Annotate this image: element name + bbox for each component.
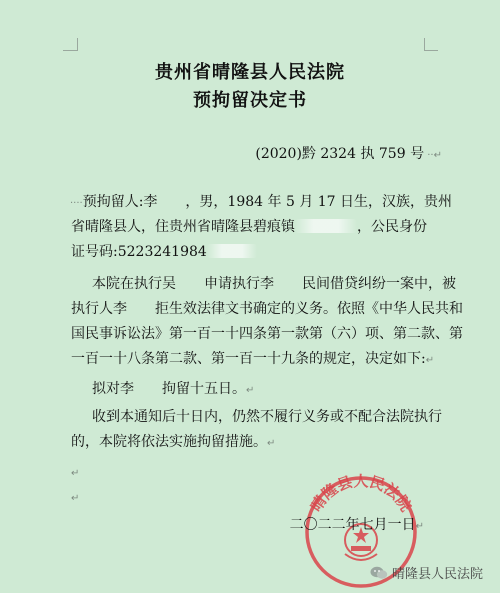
wechat-watermark (370, 563, 483, 582)
detainee-line-1 (70, 193, 452, 213)
detainee-line-2 (71, 218, 427, 236)
paragraph-mark: ↵ (71, 468, 80, 479)
paragraph-mark: ··↵ (424, 150, 442, 161)
body-p1-line-1: 本院在执行吴 申请执行李 民间借贷纠纷一案中，被 (92, 276, 456, 292)
decision-date-text: 二〇二二年七月一日 (289, 517, 416, 533)
redacted-address (295, 219, 357, 233)
body-p2-text: 拟对李 拘留十五日。 (92, 381, 246, 397)
paragraph-mark: ↵ (415, 521, 424, 532)
decision-date (290, 516, 424, 536)
body-p3-line-2 (71, 433, 275, 453)
body-p1-line-4 (71, 350, 434, 370)
paragraph-mark: ↵ (246, 385, 255, 396)
watermark-label: 晴隆县人民法院 (392, 567, 484, 582)
paragraph-mark: ↵ (425, 355, 435, 366)
detainee-line-3 (71, 243, 257, 261)
redacted-id (207, 244, 257, 258)
body-p1-line-3: 国民事诉讼法》第一百一十四条第一款第（六）项、第二款、第 (71, 326, 463, 342)
detainee-line-2-tail: ，公民身份 (357, 219, 427, 235)
seal-text: 晴隆县人民法院 (306, 472, 416, 515)
detainee-line-1-text: 预拘留人:李 ，男，1984 年 5 月 17 日生，汉族，贵州 (82, 194, 453, 210)
body-p1-line-2: 执行人李 拒生效法律文书确定的义务。依照《中华人民共和 (71, 301, 463, 317)
empty-paragraph (71, 463, 79, 483)
svg-text:晴隆县人民法院 (307, 472, 415, 515)
detainee-id-text: 证号码:5223241984 (71, 244, 207, 260)
detainee-line-2-text: 省晴隆县人，住贵州省晴隆县碧痕镇 (71, 219, 295, 235)
document-title: 预拘留决定书 (193, 90, 307, 111)
body-p3-line-2-text: 的，本院将依法实施拘留措施。 (71, 434, 267, 450)
court-name-title: 贵州省晴隆县人民法院 (155, 62, 345, 83)
paragraph-mark: ↵ (71, 493, 80, 504)
crop-mark (424, 38, 425, 51)
body-p1-line-4-text: 一百一十八条第二款、第一百一十九条的规定，决定如下: (71, 351, 426, 367)
paragraph-mark: ↵ (267, 438, 276, 449)
crop-mark (63, 50, 77, 51)
wechat-icon (370, 566, 388, 580)
document-number-text: (2020)黔 2324 执 759 号 (255, 146, 425, 162)
indent-mark: ···· (70, 198, 83, 209)
crop-mark (77, 38, 78, 51)
crop-mark (424, 50, 438, 51)
body-p3-line-1: 收到本通知后十日内，仍然不履行义务或不配合法院执行 (92, 409, 442, 425)
body-p2 (92, 380, 254, 400)
empty-paragraph (71, 488, 79, 508)
document-number (255, 145, 442, 165)
